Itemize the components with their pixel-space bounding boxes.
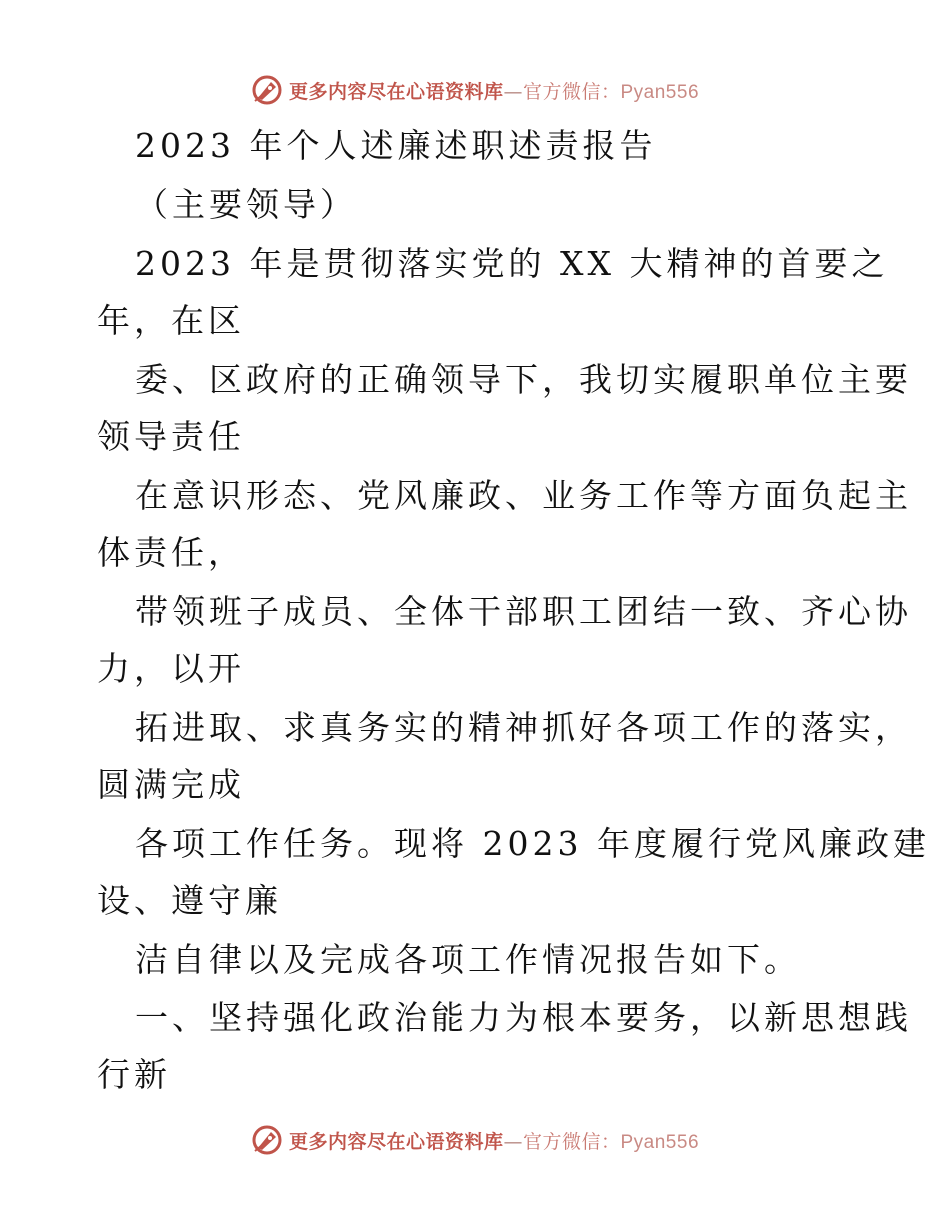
paragraph-line: 带领班子成员、全体干部职工团结一致、齐心协 [135,592,912,631]
paragraph-line: 圆满完成 [97,765,245,804]
pen-nib-logo-icon [251,74,283,106]
section-heading-line: 行新 [97,1055,171,1094]
paragraph-line: 拓进取、求真务实的精神抓好各项工作的落实， [135,708,912,747]
paragraph-line: 体责任， [97,533,245,572]
paragraph-line: 年，在区 [97,301,245,340]
paragraph-line: 各项工作任务。现将 2023 年度履行党风廉政建 [135,824,930,863]
footer-watermark [0,1120,950,1160]
paragraph-line: 洁自律以及完成各项工作情况报告如下。 [135,940,801,979]
document-title: 2023 年个人述廉述职述责报告 [135,126,657,165]
header-watermark [0,70,950,110]
paragraph-line: 力，以开 [97,649,245,688]
watermark-text: 更多内容尽在心语资料库—官方微信：Pyan556 [288,80,700,103]
paragraph-line: 2023 年是贯彻落实党的 XX 大精神的首要之 [135,244,889,283]
paragraph-line: 设、遵守廉 [97,881,282,920]
paragraph-line: 委、区政府的正确领导下，我切实履职单位主要 [135,360,912,399]
section-heading-line: 一、坚持强化政治能力为根本要务，以新思想践 [135,998,912,1037]
document-subtitle: （主要领导） [135,185,357,224]
watermark-text: 更多内容尽在心语资料库—官方微信：Pyan556 [288,1130,700,1153]
pen-nib-logo-icon [251,1124,283,1156]
paragraph-line: 领导责任 [97,417,245,456]
paragraph-line: 在意识形态、党风廉政、业务工作等方面负起主 [135,476,912,515]
